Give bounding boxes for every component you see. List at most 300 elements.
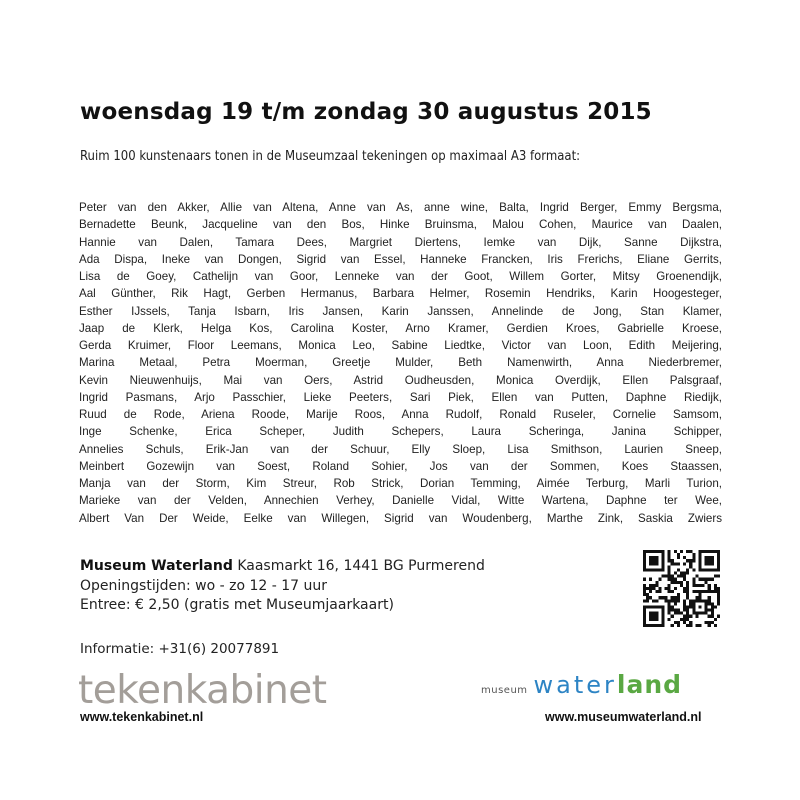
artist-line: Esther IJssels, Tanja Isbarn, Iris Jansen, Karin Janssen, Annelinde de Jong, Stan Klamer, [79, 304, 722, 318]
qr-module [708, 559, 711, 562]
qr-module [643, 618, 646, 621]
qr-module [717, 550, 720, 553]
qr-module [646, 593, 649, 596]
qr-module [661, 575, 664, 578]
qr-module [661, 621, 664, 624]
opening-hours: Openingstijden: wo - zo 12 - 17 uur [80, 577, 328, 594]
qr-module [649, 615, 652, 618]
qr-module [711, 590, 714, 593]
qr-module [695, 584, 698, 587]
qr-module [655, 581, 658, 584]
qr-module [695, 624, 698, 627]
qr-module [698, 550, 701, 553]
qr-module [655, 618, 658, 621]
qr-module [686, 581, 689, 584]
qr-module [698, 553, 701, 556]
qr-module [695, 612, 698, 615]
qr-module [646, 624, 649, 627]
qr-module [689, 565, 692, 568]
qr-module [711, 615, 714, 618]
qr-module [683, 578, 686, 581]
qr-module [671, 590, 674, 593]
qr-module [683, 599, 686, 602]
qr-module [649, 550, 652, 553]
qr-module [671, 605, 674, 608]
qr-module [674, 572, 677, 575]
qr-module [652, 615, 655, 618]
qr-module [686, 572, 689, 575]
qr-module [686, 587, 689, 590]
qr-module [698, 624, 701, 627]
artist-line: Annelies Schuls, Erik-Jan van der Schuur, Elly Sloep, Lisa Smithson, Laurien Sneep, [79, 442, 722, 456]
qr-module [643, 559, 646, 562]
qr-module [717, 565, 720, 568]
qr-module [717, 596, 720, 599]
qr-module [705, 578, 708, 581]
qr-module [711, 605, 714, 608]
qr-module [708, 621, 711, 624]
qr-module [655, 556, 658, 559]
qr-module [677, 581, 680, 584]
qr-module [677, 612, 680, 615]
artist-line: Manja van der Storm, Kim Streur, Rob Strick, Dorian Temming, Aimée Terburg, Marli Turion, [79, 477, 722, 490]
qr-module [674, 581, 677, 584]
qr-module [683, 618, 686, 621]
artist-list [79, 199, 722, 527]
qr-module [649, 605, 652, 608]
qr-module [689, 599, 692, 602]
qr-module [683, 621, 686, 624]
qr-module [683, 556, 686, 559]
qr-module [668, 568, 671, 571]
qr-module [705, 605, 708, 608]
qr-module [686, 605, 689, 608]
qr-module [655, 550, 658, 553]
qr-module [705, 568, 708, 571]
qr-module [652, 612, 655, 615]
qr-module [680, 618, 683, 621]
qr-module [683, 602, 686, 605]
qr-module [646, 587, 649, 590]
qr-module [708, 615, 711, 618]
artist-line: Marina Metaal, Petra Moerman, Greetje Mulder, Beth Namenwirth, Anna Niederbremer, [79, 356, 722, 370]
qr-module [708, 584, 711, 587]
qr-module [655, 605, 658, 608]
qr-module [671, 599, 674, 602]
qr-module [680, 581, 683, 584]
qr-module [658, 587, 661, 590]
qr-module [680, 575, 683, 578]
qr-module [711, 621, 714, 624]
qr-module [646, 599, 649, 602]
qr-module [708, 596, 711, 599]
qr-module [695, 596, 698, 599]
qr-module [702, 550, 705, 553]
qr-module [705, 581, 708, 584]
qr-module [714, 587, 717, 590]
qr-module [655, 559, 658, 562]
qr-module [695, 590, 698, 593]
artist-line: Meinbert Gozewijn van Soest, Roland Sohier, Jos van der Sommen, Koes Staassen, [79, 459, 722, 473]
qr-module [714, 575, 717, 578]
qr-module [643, 550, 646, 553]
qr-module [705, 556, 708, 559]
qr-module [702, 590, 705, 593]
qr-module [717, 593, 720, 596]
qr-module [652, 605, 655, 608]
qr-module [665, 575, 668, 578]
qr-module [714, 568, 717, 571]
qr-module [643, 590, 646, 593]
qr-module [708, 568, 711, 571]
qr-module [643, 609, 646, 612]
qr-module [668, 618, 671, 621]
qr-module [692, 602, 695, 605]
artist-line: Bernadette Beunk, Jacqueline van den Bos, Hinke Bruinsma, Malou Cohen, Maurice van Daalen, [79, 218, 722, 232]
qr-module [674, 550, 677, 553]
qr-module [674, 562, 677, 565]
qr-module [661, 624, 664, 627]
qr-module [671, 575, 674, 578]
qr-module [649, 612, 652, 615]
qr-module [680, 572, 683, 575]
qr-module [686, 624, 689, 627]
qr-module [680, 584, 683, 587]
artist-line: Albert Van Der Weide, Eelke van Willegen, Sigrid van Woudenberg, Marthe Zink, Saskia Zwiers [79, 511, 722, 525]
qr-module [692, 605, 695, 608]
qr-module [643, 612, 646, 615]
qr-module [714, 584, 717, 587]
qr-module [680, 550, 683, 553]
qr-module [692, 590, 695, 593]
qr-module [661, 559, 664, 562]
qr-module [698, 596, 701, 599]
qr-module [668, 559, 671, 562]
artist-line: Hannie van Dalen, Tamara Dees, Margriet Diertens, Iemke van Dijk, Sanne Dijkstra, [79, 235, 722, 249]
qr-module [698, 556, 701, 559]
logo-museum-word: museum [481, 685, 528, 696]
logo-land-word: land [616, 670, 683, 699]
artist-line: Marieke van der Velden, Annechien Verhey, Danielle Vidal, Witte Wartena, Daphne ter Wee, [79, 494, 722, 508]
qr-module [655, 568, 658, 571]
qr-module [683, 572, 686, 575]
qr-module [683, 562, 686, 565]
qr-module [708, 599, 711, 602]
qr-module [643, 584, 646, 587]
qr-module [655, 584, 658, 587]
qr-module [661, 550, 664, 553]
qr-module [649, 618, 652, 621]
qr-module [643, 587, 646, 590]
qr-module [671, 624, 674, 627]
qr-module [649, 568, 652, 571]
qr-module [705, 609, 708, 612]
qr-module [717, 575, 720, 578]
qr-module [668, 587, 671, 590]
qr-module [661, 565, 664, 568]
qr-module [702, 584, 705, 587]
qr-module [646, 605, 649, 608]
qr-module [661, 568, 664, 571]
qr-module [671, 615, 674, 618]
qr-module [649, 578, 652, 581]
museum-waterland-url[interactable]: www.museumwaterland.nl [545, 710, 702, 724]
qr-module [668, 605, 671, 608]
qr-module [686, 618, 689, 621]
artist-line: Ingrid Pasmans, Arjo Passchier, Lieke Peeters, Sari Piek, Ellen van Putten, Daphne Riedijk, [79, 390, 722, 404]
qr-module [652, 562, 655, 565]
artist-line: Ada Dispa, Ineke van Dongen, Sigrid van Essel, Hanneke Francken, Iris Frerichs, Eliane Gerrits, [79, 252, 722, 266]
qr-module [708, 562, 711, 565]
qr-module [689, 559, 692, 562]
qr-module [698, 599, 701, 602]
qr-module [671, 609, 674, 612]
qr-module [702, 612, 705, 615]
qr-module [674, 621, 677, 624]
qr-module [689, 615, 692, 618]
qr-module [649, 584, 652, 587]
artist-line: Peter van den Akker, Allie van Altena, Anne van As, anne wine, Balta, Ingrid Berger, Emmy Bergsma, [79, 201, 722, 214]
qr-module [652, 618, 655, 621]
qr-module [698, 562, 701, 565]
qr-module [683, 615, 686, 618]
logo-water-word: water [533, 671, 617, 699]
qr-module [652, 556, 655, 559]
qr-module [668, 575, 671, 578]
qr-module [671, 562, 674, 565]
qr-module [705, 599, 708, 602]
qr-module [705, 562, 708, 565]
qr-module [692, 556, 695, 559]
qr-module [652, 599, 655, 602]
qr-module [668, 572, 671, 575]
qr-module [714, 605, 717, 608]
qr-module [655, 624, 658, 627]
qr-module [646, 550, 649, 553]
qr-module [689, 550, 692, 553]
qr-module [698, 593, 701, 596]
qr-module [671, 596, 674, 599]
qr-module [698, 565, 701, 568]
qr-module [661, 596, 664, 599]
qr-module [643, 593, 646, 596]
qr-module [668, 553, 671, 556]
qr-module [649, 556, 652, 559]
qr-module [680, 612, 683, 615]
qr-module [649, 590, 652, 593]
qr-module [686, 590, 689, 593]
qr-module [677, 621, 680, 624]
tekenkabinet-logo: tekenkabinet [78, 668, 327, 713]
qr-module [717, 559, 720, 562]
qr-module [668, 602, 671, 605]
qr-module [677, 568, 680, 571]
qr-module [705, 550, 708, 553]
qr-module [674, 587, 677, 590]
qr-module [652, 624, 655, 627]
qr-module [692, 578, 695, 581]
qr-module [692, 584, 695, 587]
qr-module [698, 559, 701, 562]
qr-module [695, 615, 698, 618]
qr-module [649, 559, 652, 562]
qr-module [658, 624, 661, 627]
qr-module [671, 559, 674, 562]
qr-module [655, 590, 658, 593]
artist-line: Aal Günther, Rik Hagt, Gerben Hermanus, Barbara Helmer, Rosemin Hendriks, Karin Hoogesteger, [79, 287, 722, 301]
venue-address: Kaasmarkt 16, 1441 BG Purmerend [232, 558, 485, 574]
qr-module [652, 587, 655, 590]
qr-module [714, 624, 717, 627]
qr-module [668, 578, 671, 581]
venue-line [80, 557, 485, 577]
qr-module [677, 593, 680, 596]
qr-module [643, 599, 646, 602]
qr-module [668, 565, 671, 568]
artist-line: Jaap de Klerk, Helga Kos, Carolina Koster, Arno Kramer, Gerdien Kroes, Gabrielle Kroese, [79, 321, 722, 335]
qr-module [677, 575, 680, 578]
qr-module [674, 599, 677, 602]
qr-module [698, 568, 701, 571]
qr-module [677, 553, 680, 556]
entry-price: Entree: € 2,50 (gratis met Museumjaarkaart) [80, 597, 394, 613]
qr-module [658, 605, 661, 608]
qr-module [677, 624, 680, 627]
qr-module [677, 599, 680, 602]
qr-module [711, 568, 714, 571]
qr-module [686, 593, 689, 596]
qr-module [711, 562, 714, 565]
qr-module [649, 562, 652, 565]
qr-module [665, 587, 668, 590]
exhibition-intro: Ruim 100 kunstenaars tonen in de Museumzaal tekeningen op maximaal A3 formaat: [80, 149, 581, 164]
venue-info [80, 557, 485, 616]
tekenkabinet-url[interactable]: www.tekenkabinet.nl [80, 710, 204, 724]
qr-module [689, 602, 692, 605]
qr-module [658, 578, 661, 581]
qr-module [698, 584, 701, 587]
qr-module [658, 590, 661, 593]
venue-name: Museum Waterland [80, 558, 233, 574]
qr-module [661, 609, 664, 612]
qr-module [661, 556, 664, 559]
qr-module [643, 621, 646, 624]
qr-module [661, 612, 664, 615]
qr-module [668, 590, 671, 593]
contact-phone: Informatie: +31(6) 20077891 [80, 641, 280, 657]
qr-module [683, 609, 686, 612]
qr-module [708, 602, 711, 605]
qr-module [689, 605, 692, 608]
qr-module [717, 568, 720, 571]
qr-module [686, 612, 689, 615]
qr-module [655, 562, 658, 565]
qr-module [711, 559, 714, 562]
qr-module [668, 599, 671, 602]
qr-module [695, 599, 698, 602]
qr-module [668, 612, 671, 615]
qr-module [677, 596, 680, 599]
qr-module [643, 556, 646, 559]
qr-module [683, 575, 686, 578]
qr-module [655, 599, 658, 602]
qr-module [705, 602, 708, 605]
qr-module [702, 578, 705, 581]
qr-module [643, 624, 646, 627]
qr-module [671, 578, 674, 581]
qr-module [674, 602, 677, 605]
museum-waterland-logo [481, 670, 682, 699]
qr-module [689, 624, 692, 627]
qr-module [717, 590, 720, 593]
qr-module [695, 575, 698, 578]
qr-module [655, 612, 658, 615]
qr-module [668, 556, 671, 559]
qr-module [643, 562, 646, 565]
qr-module [711, 556, 714, 559]
qr-module [668, 609, 671, 612]
qr-module [652, 550, 655, 553]
artist-line: Ruud de Rode, Ariena Roode, Marije Roos, Anna Rudolf, Ronald Ruseler, Cornelie Samsom, [79, 408, 722, 421]
qr-module [708, 624, 711, 627]
qr-module [708, 590, 711, 593]
qr-module [677, 609, 680, 612]
qr-module [649, 624, 652, 627]
qr-module [649, 596, 652, 599]
qr-module [708, 587, 711, 590]
qr-module [655, 615, 658, 618]
qr-module [652, 568, 655, 571]
qr-module [686, 559, 689, 562]
qr-module [686, 596, 689, 599]
qr-module [698, 605, 701, 608]
qr-module [665, 596, 668, 599]
qr-module [717, 562, 720, 565]
qr-module [692, 559, 695, 562]
qr-module [677, 562, 680, 565]
qr-module [652, 584, 655, 587]
artist-line: Gerda Kruimer, Floor Leemans, Monica Leo, Sabine Liedtke, Victor van Loon, Edith Meijering, [79, 339, 722, 352]
qr-module [661, 605, 664, 608]
qr-module [643, 605, 646, 608]
qr-module [705, 612, 708, 615]
qr-module [711, 550, 714, 553]
qr-module [686, 609, 689, 612]
qr-module [683, 605, 686, 608]
qr-module [686, 550, 689, 553]
artist-line: Lisa de Goey, Cathelijn van Goor, Lenneke van der Goot, Willem Gorter, Mitsy Groenendijk, [79, 270, 722, 283]
qr-module [692, 599, 695, 602]
qr-module [683, 590, 686, 593]
qr-module [711, 609, 714, 612]
qr-module [658, 596, 661, 599]
qr-module [705, 559, 708, 562]
qr-module [692, 609, 695, 612]
qr-module [661, 553, 664, 556]
qr-module [692, 553, 695, 556]
qr-module [717, 556, 720, 559]
qr-module [698, 612, 701, 615]
qr-module [683, 587, 686, 590]
qr-module [711, 612, 714, 615]
qr-module [714, 618, 717, 621]
qr-module [692, 581, 695, 584]
qr-code-icon[interactable] [643, 550, 720, 627]
qr-module [708, 609, 711, 612]
artist-line: Inge Schenke, Erica Scheper, Judith Schepers, Laura Scheringa, Janina Schipper, [79, 425, 722, 439]
qr-module [686, 568, 689, 571]
event-dates-title: woensdag 19 t/m zondag 30 augustus 2015 [80, 99, 652, 125]
